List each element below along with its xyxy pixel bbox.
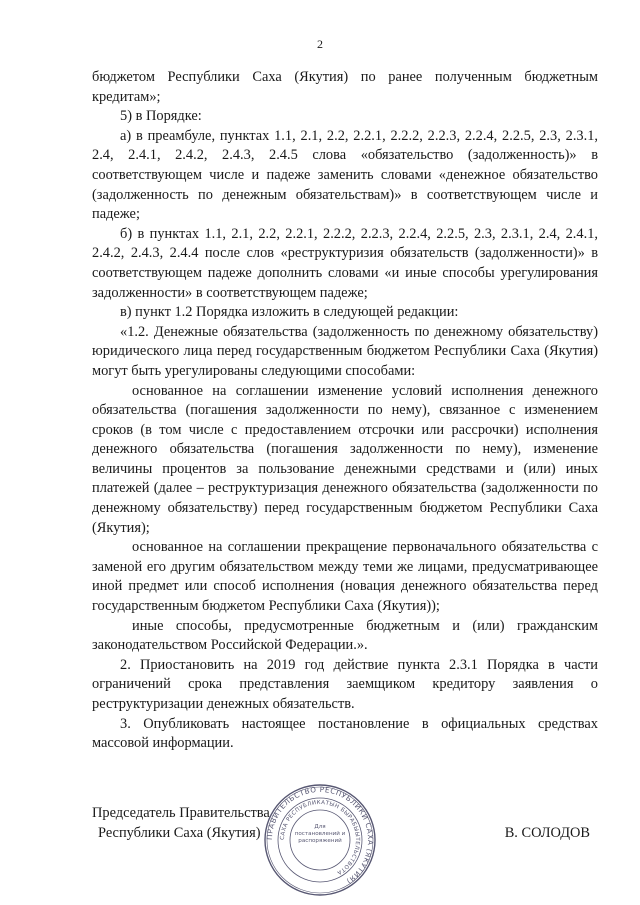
document-body — [92, 68, 598, 754]
signatory-role-line-2: Республики Саха (Якутия) — [98, 825, 261, 841]
paragraph: 3. Опубликовать настоящее постановление в официальных средствах массовой информации. — [92, 715, 598, 752]
paragraph: «1.2. Денежные обязательства (задолженность по денежному обязательству) юридического лица перед государственным бюджетом Республики Саха (Якутия) могут быть урегулированы следующими способами: — [92, 323, 598, 379]
paragraph: 2. Приостановить на 2019 год действие пункта 2.3.1 Порядка в части ограничений срока представления заемщиком кредитору заявления о реструктуризации денежных обязательств. — [92, 656, 598, 712]
stamp-outer-text: ПРАВИТЕЛЬСТВО РЕСПУБЛИКИ САХА (ЯКУТИЯ) — [264, 784, 376, 887]
paragraph: иные способы, предусмотренные бюджетным и (или) гражданским законодательством Российской Федерации.». — [92, 617, 598, 654]
paragraph: бюджетом Республики Саха (Якутия) по ранее полученным бюджетным кредитам»; — [92, 69, 598, 105]
paragraph: а) в преамбуле, пунктах 1.1, 2.1, 2.2, 2.2.1, 2.2.2, 2.2.3, 2.2.4, 2.2.5, 2.3, 2.3.1, 2.4, 2.4.1, 2.4.2, 2.4.3, 2.4.5 слова «обязательство (задолженность)» в соответствующем числе и падеже заменить словами «денежное обязательство (задолженность по денежным обязательствам)» в соответствующем числе и падеже; — [92, 127, 598, 223]
stamp-center-text: Для постановлений и распоряжений — [294, 824, 346, 844]
paragraph: в) пункт 1.2 Порядка изложить в следующей редакции: — [120, 304, 459, 321]
signatory-role-line-1: Председатель Правительства — [92, 805, 270, 821]
signatory-name: В. СОЛОДОВ — [504, 825, 590, 841]
page-number: 2 — [317, 37, 323, 51]
stamp-inner-text: САХА РЕСПУБЛИКАТЫН БЫРАБЫЫТЕЛЬСТВОТА — [279, 799, 361, 876]
paragraph: основанное на соглашении изменение условий исполнения денежного обязательства (погашения задолженности по нему), связанное с изменением сроков (в том числе с предоставлением отсрочки или рассрочки) исполнения денежного обязательства (погашения задолженности по нему), изменение величины процентов за пользование денежными средствами и (или) иных платежей (далее – реструктуризация денежного обязательства (задолженности по денежному обязательству) перед государственным бюджетом Республики Саха (Якутия); — [92, 382, 598, 536]
paragraph: основанное на соглашении прекращение первоначального обязательства с заменой его другим обязательством между теми же лицами, предусматривающее иной предмет или способ исполнения (новация денежного обязательства перед государственным бюджетом Республики Саха (Якутия)); — [92, 539, 598, 615]
paragraph: б) в пунктах 1.1, 2.1, 2.2, 2.2.1, 2.2.2, 2.2.3, 2.2.4, 2.2.5, 2.3, 2.3.1, 2.4, 2.4.1, 2.4.2, 2.4.3, 2.4.4 после слов «реструктуризия обязательств (задолженности)» в соответствующем падеже дополнить словами «и иные способы урегулирования задолженности» в соответствующем падеже; — [92, 225, 598, 301]
paragraph: 5) в Порядке: — [120, 108, 202, 125]
official-seal-stamp — [262, 782, 378, 898]
